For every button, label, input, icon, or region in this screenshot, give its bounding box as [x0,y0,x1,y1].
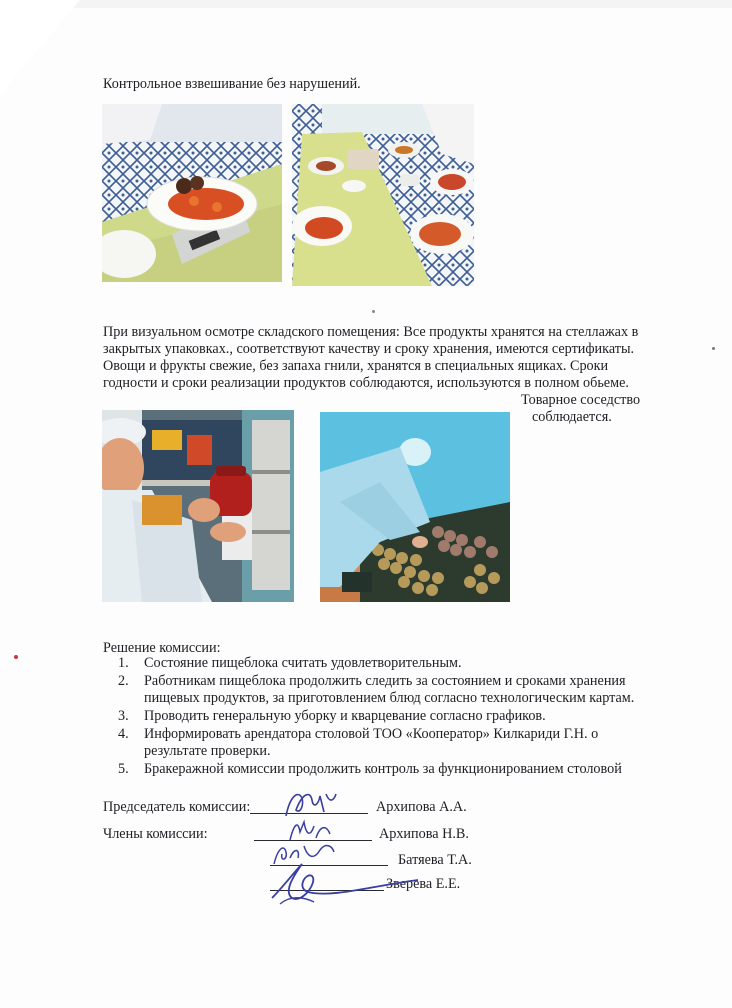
dining-table-plates-photo [292,104,474,286]
inspection-line-4: годности и сроки реализации продуктов соблюдаются, используются в полном обьеме. [103,375,629,391]
decision-list [118,655,638,779]
decision-heading: Решение комиссии: [103,640,221,656]
scan-speck [712,347,715,350]
decision-item-text: пищевых продуктов, за приготовлением блюд согласно технологическим картам. [144,690,635,706]
decision-item-number: 5. [118,761,129,777]
decision-item-number: 3. [118,708,129,724]
inspection-line-3: Овощи и фрукты свежие, без запаха гнили, хранятся в специальных ящиках. Сроки [103,358,609,374]
chair-name: Архипова А.А. [376,799,467,815]
neighborhood-line-1: Товарное соседство [521,392,641,408]
decision-item-number: 1. [118,655,129,671]
decision-item-number: 4. [118,726,129,742]
chair-label: Председатель комиссии: [103,799,251,815]
decision-item [118,655,638,672]
inspection-line-2: закрытых упаковках., соответствуют качеству и сроку хранения, имеются сертификаты. [103,341,635,357]
decision-item [118,726,638,760]
weighing-caption: Контрольное взвешивание без нарушений. [103,76,361,92]
member-name-1: Архипова Н.В. [379,826,469,842]
decision-item-text: Состояние пищеблока считать удовлетворительным. [144,655,462,671]
neighborhood-line-2: соблюдается. [532,409,612,425]
decision-item-text: результате проверки. [144,743,271,759]
decision-item [118,708,638,725]
member-signature-3 [262,858,422,910]
member-name-2: Батяева Т.А. [398,852,472,868]
folded-corner [0,0,80,95]
decision-item-text: Информировать арендатора столовой ТОО «Кооператор» Килкариди Г.Н. о [144,726,599,742]
member-name-3: Зверева Е.Е. [386,876,461,892]
scan-speck [372,310,375,313]
decision-item [118,673,638,707]
scan-speck [14,655,18,659]
decision-item-number: 2. [118,673,129,689]
members-label: Члены комиссии: [103,826,208,842]
decision-item-text: Проводить генеральную уборку и кварцевание согласно графиков. [144,708,546,724]
decision-item-text: Бракеражной комиссии продолжить контроль за функционированием столовой [144,761,622,777]
cook-holding-jar-photo [102,410,294,602]
decision-item-text: Работникам пищеблока продолжить следить за состоянием и сроками хранения [144,673,626,689]
decision-item [118,761,638,778]
inspection-line-1: При визуальном осмотре складского помещения: Все продукты хранятся на стеллажах в [103,324,639,340]
plate-on-scale-photo [102,104,282,282]
worker-potato-crates-photo [320,412,510,602]
scan-top-edge [0,0,732,8]
